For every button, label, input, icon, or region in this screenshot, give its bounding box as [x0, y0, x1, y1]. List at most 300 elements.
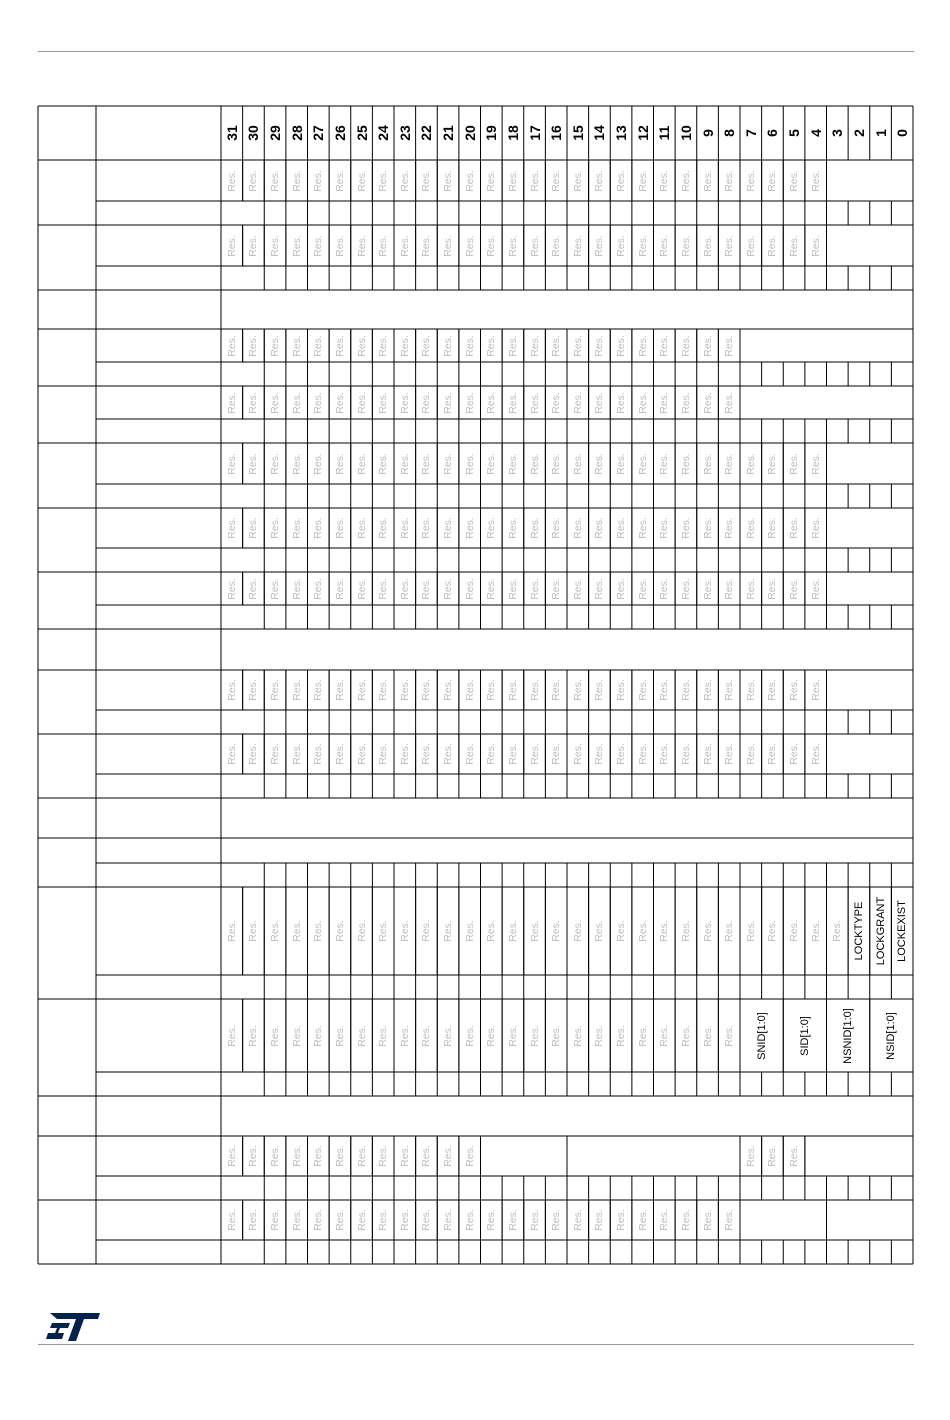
reserved-bit-label: Res.: [723, 517, 736, 539]
reserved-bit-label: Res.: [679, 517, 692, 539]
reserved-bit-label: Res.: [225, 743, 238, 765]
reserved-bit-label: Res.: [355, 517, 368, 539]
bit-number-header: 1: [872, 129, 889, 137]
reserved-bit-label: Res.: [506, 452, 519, 475]
reserved-bit-label: Res.: [225, 920, 238, 942]
reserved-bit-label: Res.: [333, 391, 346, 414]
reserved-bit-label: Res.: [744, 517, 757, 539]
reserved-bit-label: Res.: [636, 517, 649, 539]
reserved-bit-label: Res.: [744, 920, 757, 942]
reserved-bit-label: Res.: [398, 391, 411, 414]
reserved-bit-label: Res.: [355, 169, 368, 192]
reserved-bit-label: Res.: [398, 234, 411, 257]
reserved-bit-label: Res.: [312, 920, 325, 942]
reserved-bit-label: Res.: [636, 577, 649, 600]
reserved-bit-label: Res.: [225, 169, 238, 192]
reserved-bit-label: Res.: [312, 391, 325, 414]
reserved-bit-label: Res.: [463, 169, 476, 192]
reserved-bit-label: Res.: [658, 517, 671, 539]
bit-number-header: 23: [396, 125, 413, 141]
reserved-bit-label: Res.: [766, 169, 779, 192]
reserved-bit-label: Res.: [463, 920, 476, 942]
reserved-bit-label: Res.: [290, 391, 303, 414]
reserved-bit-label: Res.: [398, 334, 411, 357]
reserved-bit-label: Res.: [506, 334, 519, 357]
reserved-bit-label: Res.: [355, 1024, 368, 1047]
reserved-bit-label: Res.: [290, 169, 303, 192]
reserved-bit-label: Res.: [679, 1209, 692, 1231]
reserved-bit-label: Res.: [701, 391, 714, 414]
reserved-bit-label: Res.: [312, 517, 325, 539]
reserved-bit-label: Res.: [528, 920, 541, 942]
bit-number-header: 4: [807, 129, 824, 137]
bit-number-header: 7: [742, 129, 759, 137]
bit-number-header: 10: [677, 125, 694, 141]
reserved-bit-label: Res.: [679, 743, 692, 765]
reserved-bit-label: Res.: [506, 169, 519, 192]
reserved-bit-label: Res.: [723, 1024, 736, 1047]
reserved-bit-label: Res.: [485, 679, 498, 701]
reserved-bit-label: Res.: [528, 234, 541, 257]
reserved-bit-label: Res.: [269, 234, 282, 257]
reserved-bit-label: Res.: [269, 743, 282, 765]
bit-number-header: 13: [613, 125, 630, 141]
reserved-bit-label: Res.: [485, 1209, 498, 1231]
reserved-bit-label: Res.: [723, 391, 736, 414]
bit-number-header: 12: [634, 125, 651, 141]
reserved-bit-label: Res.: [809, 169, 822, 192]
reserved-bit-label: Res.: [723, 920, 736, 942]
reserved-bit-label: Res.: [333, 334, 346, 357]
reserved-bit-label: Res.: [290, 1209, 303, 1231]
bit-number-header: 19: [483, 125, 500, 141]
reserved-bit-label: Res.: [571, 679, 584, 701]
bit-field-label: LOCKTYPE: [852, 901, 865, 961]
reserved-bit-label: Res.: [723, 169, 736, 192]
reserved-bit-label: Res.: [506, 234, 519, 257]
reserved-bit-label: Res.: [377, 169, 390, 192]
reserved-bit-label: Res.: [550, 1024, 563, 1047]
reserved-bit-label: Res.: [658, 169, 671, 192]
st-logo: [44, 1311, 102, 1343]
reserved-bit-label: Res.: [615, 169, 628, 192]
reserved-bit-label: Res.: [615, 391, 628, 414]
reserved-bit-label: Res.: [506, 391, 519, 414]
reserved-bit-label: Res.: [636, 1024, 649, 1047]
reserved-bit-label: Res.: [355, 334, 368, 357]
reserved-bit-label: Res.: [550, 743, 563, 765]
reserved-bit-label: Res.: [701, 1209, 714, 1231]
bit-field-label: LOCKEXIST: [896, 900, 909, 962]
reserved-bit-label: Res.: [506, 679, 519, 701]
reserved-bit-label: Res.: [528, 679, 541, 701]
reserved-bit-label: Res.: [701, 679, 714, 701]
bit-field-label: NSNID[1:0]: [842, 1007, 855, 1064]
reserved-bit-label: Res.: [355, 391, 368, 414]
reserved-bit-label: Res.: [701, 169, 714, 192]
reserved-bit-label: Res.: [550, 169, 563, 192]
reserved-bit-label: Res.: [636, 334, 649, 357]
reserved-bit-label: Res.: [593, 1209, 606, 1231]
bit-number-header: 29: [267, 125, 284, 141]
reserved-bit-label: Res.: [312, 334, 325, 357]
reserved-bit-label: Res.: [442, 920, 455, 942]
bit-number-header: 5: [786, 129, 803, 137]
reserved-bit-label: Res.: [333, 577, 346, 600]
reserved-bit-label: Res.: [442, 743, 455, 765]
reserved-bit-label: Res.: [615, 452, 628, 475]
reserved-bit-label: Res.: [831, 920, 844, 942]
bit-number-header: 3: [829, 129, 846, 137]
reserved-bit-label: Res.: [506, 920, 519, 942]
reserved-bit-label: Res.: [658, 920, 671, 942]
reserved-bit-label: Res.: [701, 517, 714, 539]
reserved-bit-label: Res.: [442, 577, 455, 600]
reserved-bit-label: Res.: [333, 1024, 346, 1047]
reserved-bit-label: Res.: [247, 1024, 260, 1047]
reserved-bit-label: Res.: [398, 1145, 411, 1167]
reserved-bit-label: Res.: [679, 334, 692, 357]
reserved-bit-label: Res.: [225, 1145, 238, 1167]
reserved-bit-label: Res.: [398, 679, 411, 701]
reserved-bit-label: Res.: [744, 234, 757, 257]
bit-number-header: 24: [375, 125, 392, 141]
reserved-bit-label: Res.: [485, 391, 498, 414]
reserved-bit-label: Res.: [463, 517, 476, 539]
bit-number-header: 11: [656, 125, 673, 141]
reserved-bit-label: Res.: [615, 234, 628, 257]
reserved-bit-label: Res.: [312, 679, 325, 701]
reserved-bit-label: Res.: [679, 452, 692, 475]
reserved-bit-label: Res.: [766, 517, 779, 539]
bit-number-header: 17: [526, 125, 543, 141]
reserved-bit-label: Res.: [225, 334, 238, 357]
reserved-bit-label: Res.: [723, 334, 736, 357]
reserved-bit-label: Res.: [809, 679, 822, 701]
bit-number-header: 26: [331, 125, 348, 141]
reserved-bit-label: Res.: [225, 234, 238, 257]
reserved-bit-label: Res.: [442, 169, 455, 192]
reserved-bit-label: Res.: [442, 1209, 455, 1231]
reserved-bit-label: Res.: [550, 679, 563, 701]
reserved-bit-label: Res.: [658, 1209, 671, 1231]
bit-number-header: 14: [591, 125, 608, 141]
reserved-bit-label: Res.: [723, 743, 736, 765]
reserved-bit-label: Res.: [377, 391, 390, 414]
reserved-bit-label: Res.: [377, 1024, 390, 1047]
reserved-bit-label: Res.: [442, 1145, 455, 1167]
reserved-bit-label: Res.: [788, 679, 801, 701]
reserved-bit-label: Res.: [420, 391, 433, 414]
reserved-bit-label: Res.: [247, 577, 260, 600]
reserved-bit-label: Res.: [571, 391, 584, 414]
reserved-bit-label: Res.: [550, 577, 563, 600]
reserved-bit-label: Res.: [290, 517, 303, 539]
reserved-bit-label: Res.: [809, 452, 822, 475]
reserved-bit-label: Res.: [788, 452, 801, 475]
reserved-bit-label: Res.: [442, 391, 455, 414]
reserved-bit-label: Res.: [463, 391, 476, 414]
reserved-bit-label: Res.: [485, 743, 498, 765]
bit-number-header: 15: [569, 125, 586, 141]
reserved-bit-label: Res.: [247, 334, 260, 357]
reserved-bit-label: Res.: [225, 517, 238, 539]
reserved-bit-label: Res.: [766, 743, 779, 765]
reserved-bit-label: Res.: [809, 920, 822, 942]
reserved-bit-label: Res.: [290, 920, 303, 942]
reserved-bit-label: Res.: [420, 920, 433, 942]
reserved-bit-label: Res.: [636, 920, 649, 942]
reserved-bit-label: Res.: [312, 169, 325, 192]
reserved-bit-label: Res.: [506, 743, 519, 765]
reserved-bit-label: Res.: [550, 920, 563, 942]
reserved-bit-label: Res.: [312, 1145, 325, 1167]
reserved-bit-label: Res.: [809, 577, 822, 600]
reserved-bit-label: Res.: [290, 743, 303, 765]
reserved-bit-label: Res.: [290, 577, 303, 600]
reserved-bit-label: Res.: [593, 577, 606, 600]
reserved-bit-label: Res.: [658, 334, 671, 357]
reserved-bit-label: Res.: [550, 1209, 563, 1231]
reserved-bit-label: Res.: [269, 169, 282, 192]
reserved-bit-label: Res.: [679, 1024, 692, 1047]
reserved-bit-label: Res.: [463, 334, 476, 357]
reserved-bit-label: Res.: [809, 234, 822, 257]
reserved-bit-label: Res.: [269, 577, 282, 600]
reserved-bit-label: Res.: [333, 1209, 346, 1231]
bit-field-label: SID[1:0]: [798, 1015, 811, 1056]
reserved-bit-label: Res.: [788, 1145, 801, 1167]
reserved-bit-label: Res.: [615, 679, 628, 701]
bit-number-header: 16: [548, 125, 565, 141]
reserved-bit-label: Res.: [593, 334, 606, 357]
reserved-bit-label: Res.: [658, 577, 671, 600]
reserved-bit-label: Res.: [312, 1024, 325, 1047]
reserved-bit-label: Res.: [420, 1209, 433, 1231]
reserved-bit-label: Res.: [290, 452, 303, 475]
reserved-bit-label: Res.: [636, 169, 649, 192]
reserved-bit-label: Res.: [247, 1145, 260, 1167]
reserved-bit-label: Res.: [420, 743, 433, 765]
bit-number-header: 6: [764, 129, 781, 137]
reserved-bit-label: Res.: [290, 334, 303, 357]
reserved-bit-label: Res.: [506, 1024, 519, 1047]
reserved-bit-label: Res.: [593, 743, 606, 765]
reserved-bit-label: Res.: [788, 234, 801, 257]
reserved-bit-label: Res.: [766, 452, 779, 475]
reserved-bit-label: Res.: [420, 577, 433, 600]
reserved-bit-label: Res.: [766, 577, 779, 600]
reserved-bit-label: Res.: [744, 1145, 757, 1167]
reserved-bit-label: Res.: [528, 743, 541, 765]
reserved-bit-label: Res.: [420, 334, 433, 357]
reserved-bit-label: Res.: [485, 234, 498, 257]
reserved-bit-label: Res.: [420, 452, 433, 475]
reserved-bit-label: Res.: [766, 920, 779, 942]
reserved-bit-label: Res.: [744, 679, 757, 701]
reserved-bit-label: Res.: [571, 577, 584, 600]
reserved-bit-label: Res.: [312, 743, 325, 765]
reserved-bit-label: Res.: [269, 1209, 282, 1231]
reserved-bit-label: Res.: [247, 517, 260, 539]
reserved-bit-label: Res.: [463, 1024, 476, 1047]
reserved-bit-label: Res.: [679, 169, 692, 192]
reserved-bit-label: Res.: [593, 169, 606, 192]
reserved-bit-label: Res.: [442, 234, 455, 257]
reserved-bit-label: Res.: [247, 920, 260, 942]
reserved-bit-label: Res.: [398, 169, 411, 192]
reserved-bit-label: Res.: [463, 234, 476, 257]
reserved-bit-label: Res.: [225, 391, 238, 414]
reserved-bit-label: Res.: [442, 334, 455, 357]
reserved-bit-label: Res.: [485, 920, 498, 942]
reserved-bit-label: Res.: [701, 1024, 714, 1047]
reserved-bit-label: Res.: [290, 1024, 303, 1047]
reserved-bit-label: Res.: [355, 234, 368, 257]
reserved-bit-label: Res.: [269, 679, 282, 701]
reserved-bit-label: Res.: [571, 334, 584, 357]
reserved-bit-label: Res.: [269, 391, 282, 414]
reserved-bit-label: Res.: [377, 920, 390, 942]
reserved-bit-label: Res.: [766, 234, 779, 257]
reserved-bit-label: Res.: [420, 1024, 433, 1047]
reserved-bit-label: Res.: [312, 452, 325, 475]
reserved-bit-label: Res.: [485, 452, 498, 475]
reserved-bit-label: Res.: [377, 679, 390, 701]
reserved-bit-label: Res.: [333, 743, 346, 765]
reserved-bit-label: Res.: [571, 517, 584, 539]
reserved-bit-label: Res.: [506, 1209, 519, 1231]
reserved-bit-label: Res.: [658, 1024, 671, 1047]
reserved-bit-label: Res.: [679, 920, 692, 942]
reserved-bit-label: Res.: [463, 452, 476, 475]
reserved-bit-label: Res.: [615, 577, 628, 600]
reserved-bit-label: Res.: [679, 391, 692, 414]
reserved-bit-label: Res.: [290, 1145, 303, 1167]
reserved-bit-label: Res.: [593, 517, 606, 539]
reserved-bit-label: Res.: [290, 234, 303, 257]
reserved-bit-label: Res.: [744, 743, 757, 765]
reserved-bit-label: Res.: [571, 743, 584, 765]
reserved-bit-label: Res.: [269, 452, 282, 475]
reserved-bit-label: Res.: [766, 679, 779, 701]
reserved-bit-label: Res.: [377, 1209, 390, 1231]
reserved-bit-label: Res.: [247, 391, 260, 414]
reserved-bit-label: Res.: [701, 743, 714, 765]
reserved-bit-label: Res.: [247, 452, 260, 475]
reserved-bit-label: Res.: [528, 1209, 541, 1231]
bit-number-header: 8: [721, 129, 738, 137]
reserved-bit-label: Res.: [442, 1024, 455, 1047]
reserved-bit-label: Res.: [636, 452, 649, 475]
reserved-bit-label: Res.: [377, 517, 390, 539]
reserved-bit-label: Res.: [485, 1024, 498, 1047]
reserved-bit-label: Res.: [333, 679, 346, 701]
reserved-bit-label: Res.: [788, 169, 801, 192]
reserved-bit-label: Res.: [636, 743, 649, 765]
bit-number-header: 21: [440, 125, 457, 141]
reserved-bit-label: Res.: [658, 234, 671, 257]
reserved-bit-label: Res.: [377, 1145, 390, 1167]
reserved-bit-label: Res.: [658, 679, 671, 701]
reserved-bit-label: Res.: [701, 577, 714, 600]
reserved-bit-label: Res.: [528, 169, 541, 192]
bit-number-header: 27: [310, 125, 327, 141]
reserved-bit-label: Res.: [420, 679, 433, 701]
reserved-bit-label: Res.: [593, 452, 606, 475]
reserved-bit-label: Res.: [615, 1209, 628, 1231]
reserved-bit-label: Res.: [333, 452, 346, 475]
reserved-bit-label: Res.: [788, 577, 801, 600]
reserved-bit-label: Res.: [485, 334, 498, 357]
bit-number-header: 28: [288, 125, 305, 141]
bit-field-label: NSID[1:0]: [885, 1011, 898, 1060]
reserved-bit-label: Res.: [571, 452, 584, 475]
reserved-bit-label: Res.: [290, 679, 303, 701]
reserved-bit-label: Res.: [615, 920, 628, 942]
reserved-bit-label: Res.: [571, 234, 584, 257]
reserved-bit-label: Res.: [398, 1209, 411, 1231]
reserved-bit-label: Res.: [615, 743, 628, 765]
reserved-bit-label: Res.: [355, 743, 368, 765]
reserved-bit-label: Res.: [355, 577, 368, 600]
reserved-bit-label: Res.: [355, 920, 368, 942]
bit-number-header: 20: [461, 125, 478, 141]
reserved-bit-label: Res.: [809, 743, 822, 765]
reserved-bit-label: Res.: [528, 517, 541, 539]
reserved-bit-label: Res.: [723, 234, 736, 257]
reserved-bit-label: Res.: [809, 517, 822, 539]
bit-number-header: 0: [894, 129, 911, 137]
reserved-bit-label: Res.: [571, 1209, 584, 1231]
reserved-bit-label: Res.: [723, 577, 736, 600]
reserved-bit-label: Res.: [420, 517, 433, 539]
reserved-bit-label: Res.: [442, 517, 455, 539]
reserved-bit-label: Res.: [355, 452, 368, 475]
reserved-bit-label: Res.: [744, 577, 757, 600]
reserved-bit-label: Res.: [269, 1145, 282, 1167]
reserved-bit-label: Res.: [571, 1024, 584, 1047]
reserved-bit-label: Res.: [420, 1145, 433, 1167]
bit-number-header: 2: [850, 129, 867, 137]
reserved-bit-label: Res.: [636, 1209, 649, 1231]
reserved-bit-label: Res.: [225, 1024, 238, 1047]
bit-field-label: SNID[1:0]: [755, 1011, 768, 1060]
reserved-bit-label: Res.: [442, 679, 455, 701]
reserved-bit-label: Res.: [593, 391, 606, 414]
reserved-bit-label: Res.: [679, 679, 692, 701]
reserved-bit-label: Res.: [593, 920, 606, 942]
reserved-bit-label: Res.: [225, 1209, 238, 1231]
reserved-bit-label: Res.: [636, 234, 649, 257]
reserved-bit-label: Res.: [269, 517, 282, 539]
reserved-bit-label: Res.: [398, 920, 411, 942]
reserved-bit-label: Res.: [463, 743, 476, 765]
reserved-bit-label: Res.: [377, 452, 390, 475]
reserved-bit-label: Res.: [247, 234, 260, 257]
reserved-bit-label: Res.: [658, 391, 671, 414]
reserved-bit-label: Res.: [701, 234, 714, 257]
bit-number-header: 30: [245, 125, 262, 141]
reserved-bit-label: Res.: [550, 234, 563, 257]
reserved-bit-label: Res.: [528, 452, 541, 475]
reserved-bit-label: Res.: [593, 679, 606, 701]
reserved-bit-label: Res.: [355, 679, 368, 701]
reserved-bit-label: Res.: [506, 577, 519, 600]
reserved-bit-label: Res.: [333, 1145, 346, 1167]
reserved-bit-label: Res.: [485, 517, 498, 539]
reserved-bit-label: Res.: [463, 679, 476, 701]
